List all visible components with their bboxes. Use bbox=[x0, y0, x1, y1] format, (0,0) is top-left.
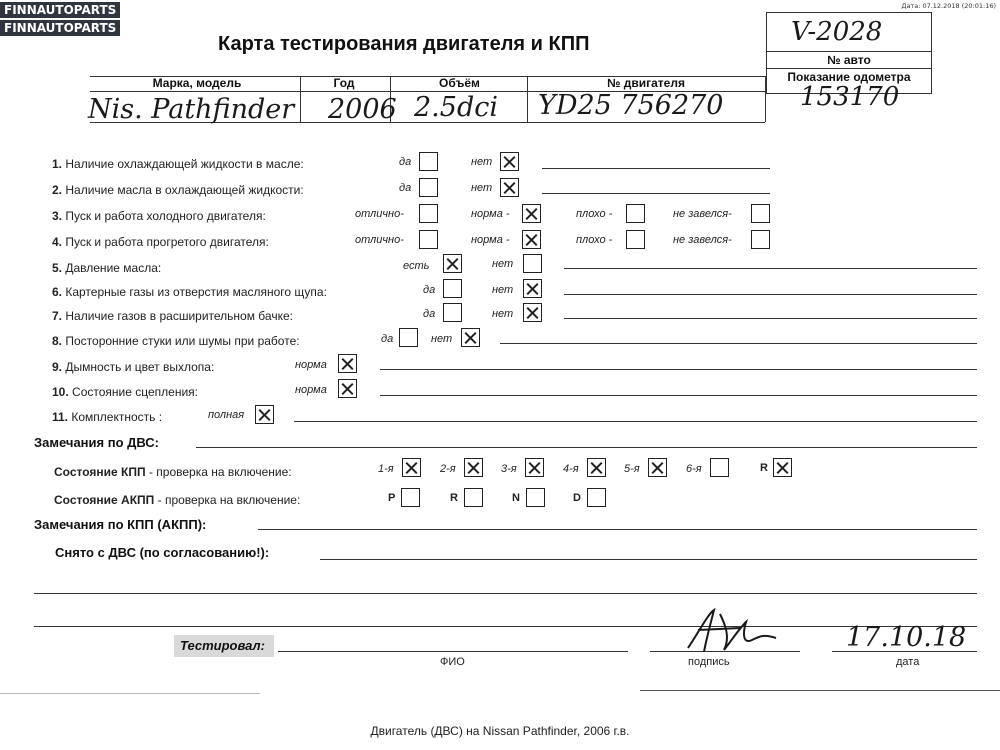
odometer-label: Показание одометра bbox=[787, 70, 911, 84]
item-1-yes-checkbox[interactable] bbox=[419, 152, 438, 171]
kpp-gear-1-label: 1-я bbox=[378, 463, 394, 475]
item-3-bad-label: плохо - bbox=[576, 208, 613, 220]
item-6-yes-checkbox[interactable] bbox=[443, 279, 462, 298]
kpp-gear-2-label: 2-я bbox=[440, 463, 456, 475]
odometer-value: 153170 bbox=[800, 82, 900, 112]
remarks-engine-label: Замечания по ДВС: bbox=[34, 435, 159, 450]
value-make-model: Nis. Pathfinder bbox=[88, 94, 295, 125]
item-2-yes-label: да bbox=[399, 182, 412, 194]
remarks-kpp-label: Замечания по КПП (АКПП): bbox=[34, 517, 207, 532]
item-3-bad-checkbox[interactable] bbox=[626, 204, 645, 223]
header-make-model: Марка, модель bbox=[152, 76, 242, 90]
item-7-yes-label: да bbox=[423, 308, 436, 320]
signature-label: подпись bbox=[688, 656, 730, 668]
item-9-normal-label: норма bbox=[295, 359, 327, 371]
kpp-gear-3-checkbox[interactable] bbox=[525, 458, 544, 477]
item-8-yes-checkbox[interactable] bbox=[399, 328, 418, 347]
item-4-normal-checkbox[interactable] bbox=[522, 230, 541, 249]
item-2-no-checkbox[interactable] bbox=[500, 178, 519, 197]
akpp-p-label: P bbox=[388, 492, 396, 504]
item-3-excellent-checkbox[interactable] bbox=[419, 204, 438, 223]
item-1-label: 1. Наличие охлаждающей жидкости в масле: bbox=[52, 157, 304, 171]
item-4-nostart-checkbox[interactable] bbox=[751, 230, 770, 249]
item-4-bad-label: плохо - bbox=[576, 234, 613, 246]
item-1-yes-label: да bbox=[399, 156, 412, 168]
item-5-label: 5. Давление масла: bbox=[52, 261, 162, 275]
value-volume: 2.5dci bbox=[414, 92, 498, 123]
akpp-p-checkbox[interactable] bbox=[401, 488, 420, 507]
value-engine-number: YD25 756270 bbox=[538, 90, 724, 121]
kpp-gear-5-label: 5-я bbox=[624, 463, 640, 475]
kpp-reverse-label: R bbox=[760, 462, 768, 474]
item-6-label: 6. Картерные газы из отверстия масляного щупа: bbox=[52, 285, 327, 299]
print-date-stamp: Дата: 07.12.2018 (20:01:16) bbox=[901, 2, 996, 10]
item-3-label: 3. Пуск и работа холодного двигателя: bbox=[52, 209, 266, 223]
kpp-gear-6-label: 6-я bbox=[686, 463, 702, 475]
auto-number-label: № авто bbox=[827, 53, 871, 67]
vehicle-code: V-2028 bbox=[791, 17, 883, 47]
header-year: Год bbox=[333, 76, 355, 90]
removed-parts-label: Снято с ДВС (по согласованию!): bbox=[55, 545, 270, 560]
item-8-label: 8. Посторонние стуки или шумы при работе: bbox=[52, 334, 300, 348]
item-4-normal-label: норма - bbox=[471, 234, 510, 246]
akpp-d-checkbox[interactable] bbox=[587, 488, 606, 507]
item-5-yes-checkbox[interactable] bbox=[443, 254, 462, 273]
kpp-gear-6-checkbox[interactable] bbox=[710, 458, 729, 477]
item-6-no-checkbox[interactable] bbox=[523, 279, 542, 298]
item-9-normal-checkbox[interactable] bbox=[338, 354, 357, 373]
kpp-reverse-checkbox[interactable] bbox=[773, 458, 792, 477]
item-4-excellent-checkbox[interactable] bbox=[419, 230, 438, 249]
item-10-normal-checkbox[interactable] bbox=[338, 379, 357, 398]
item-5-yes-label: есть bbox=[403, 260, 430, 272]
item-2-no-label: нет bbox=[471, 182, 493, 194]
kpp-label: Состояние КПП - проверка на включение: bbox=[54, 465, 292, 479]
kpp-gear-1-checkbox[interactable] bbox=[402, 458, 421, 477]
header-volume: Объём bbox=[439, 76, 480, 90]
item-8-yes-label: да bbox=[381, 333, 394, 345]
item-6-no-label: нет bbox=[492, 284, 514, 296]
kpp-gear-2-checkbox[interactable] bbox=[464, 458, 483, 477]
item-5-no-label: нет bbox=[492, 258, 514, 270]
item-8-no-label: нет bbox=[431, 333, 453, 345]
item-3-nostart-label: не завелся- bbox=[673, 208, 732, 220]
kpp-gear-4-checkbox[interactable] bbox=[587, 458, 606, 477]
item-8-no-checkbox[interactable] bbox=[461, 328, 480, 347]
fio-label: ФИО bbox=[440, 656, 465, 668]
item-3-normal-checkbox[interactable] bbox=[522, 204, 541, 223]
item-6-yes-label: да bbox=[423, 284, 436, 296]
item-1-no-checkbox[interactable] bbox=[500, 152, 519, 171]
akpp-r-label: R bbox=[450, 492, 458, 504]
item-2-label: 2. Наличие масла в охлаждающей жидкости: bbox=[52, 183, 304, 197]
item-11-full-label: полная bbox=[208, 409, 245, 421]
item-4-label: 4. Пуск и работа прогретого двигателя: bbox=[52, 235, 269, 249]
item-4-bad-checkbox[interactable] bbox=[626, 230, 645, 249]
item-2-yes-checkbox[interactable] bbox=[419, 178, 438, 197]
footer-caption: Двигатель (ДВС) на Nissan Pathfinder, 2006 г.в. bbox=[370, 724, 630, 738]
form-title: Карта тестирования двигателя и КПП bbox=[218, 33, 590, 55]
akpp-label: Состояние АКПП - проверка на включение: bbox=[54, 493, 301, 507]
item-3-normal-label: норма - bbox=[471, 208, 510, 220]
date-label: дата bbox=[896, 656, 920, 668]
item-3-nostart-checkbox[interactable] bbox=[751, 204, 770, 223]
item-3-excellent-label: отлично- bbox=[355, 208, 404, 220]
akpp-n-checkbox[interactable] bbox=[526, 488, 545, 507]
date-value: 17.10.18 bbox=[846, 622, 967, 653]
watermark-bottom: FINNAUTOPARTS bbox=[0, 20, 120, 36]
header-engine-number: № двигателя bbox=[607, 76, 685, 90]
kpp-gear-5-checkbox[interactable] bbox=[648, 458, 667, 477]
akpp-r-checkbox[interactable] bbox=[464, 488, 483, 507]
item-5-no-checkbox[interactable] bbox=[523, 254, 542, 273]
kpp-gear-4-label: 4-я bbox=[563, 463, 579, 475]
item-10-normal-label: норма bbox=[295, 384, 327, 396]
watermark-top: FINNAUTOPARTS bbox=[0, 2, 120, 18]
akpp-n-label: N bbox=[512, 492, 520, 504]
item-11-label: 11. Комплектность : bbox=[52, 410, 163, 424]
item-4-nostart-label: не завелся- bbox=[673, 234, 732, 246]
item-11-full-checkbox[interactable] bbox=[255, 405, 274, 424]
item-10-label: 10. Состояние сцепления: bbox=[52, 385, 198, 399]
item-9-label: 9. Дымность и цвет выхлопа: bbox=[52, 360, 215, 374]
signature-scribble bbox=[680, 600, 790, 660]
item-7-label: 7. Наличие газов в расширительном бачке: bbox=[52, 309, 293, 323]
tested-by-label: Тестировал: bbox=[180, 638, 265, 653]
item-7-no-checkbox[interactable] bbox=[523, 303, 542, 322]
value-year: 2006 bbox=[328, 94, 397, 125]
item-7-yes-checkbox[interactable] bbox=[443, 303, 462, 322]
akpp-d-label: D bbox=[573, 492, 581, 504]
item-7-no-label: нет bbox=[492, 308, 514, 320]
kpp-gear-3-label: 3-я bbox=[501, 463, 517, 475]
item-4-excellent-label: отлично- bbox=[355, 234, 404, 246]
item-1-no-label: нет bbox=[471, 156, 493, 168]
